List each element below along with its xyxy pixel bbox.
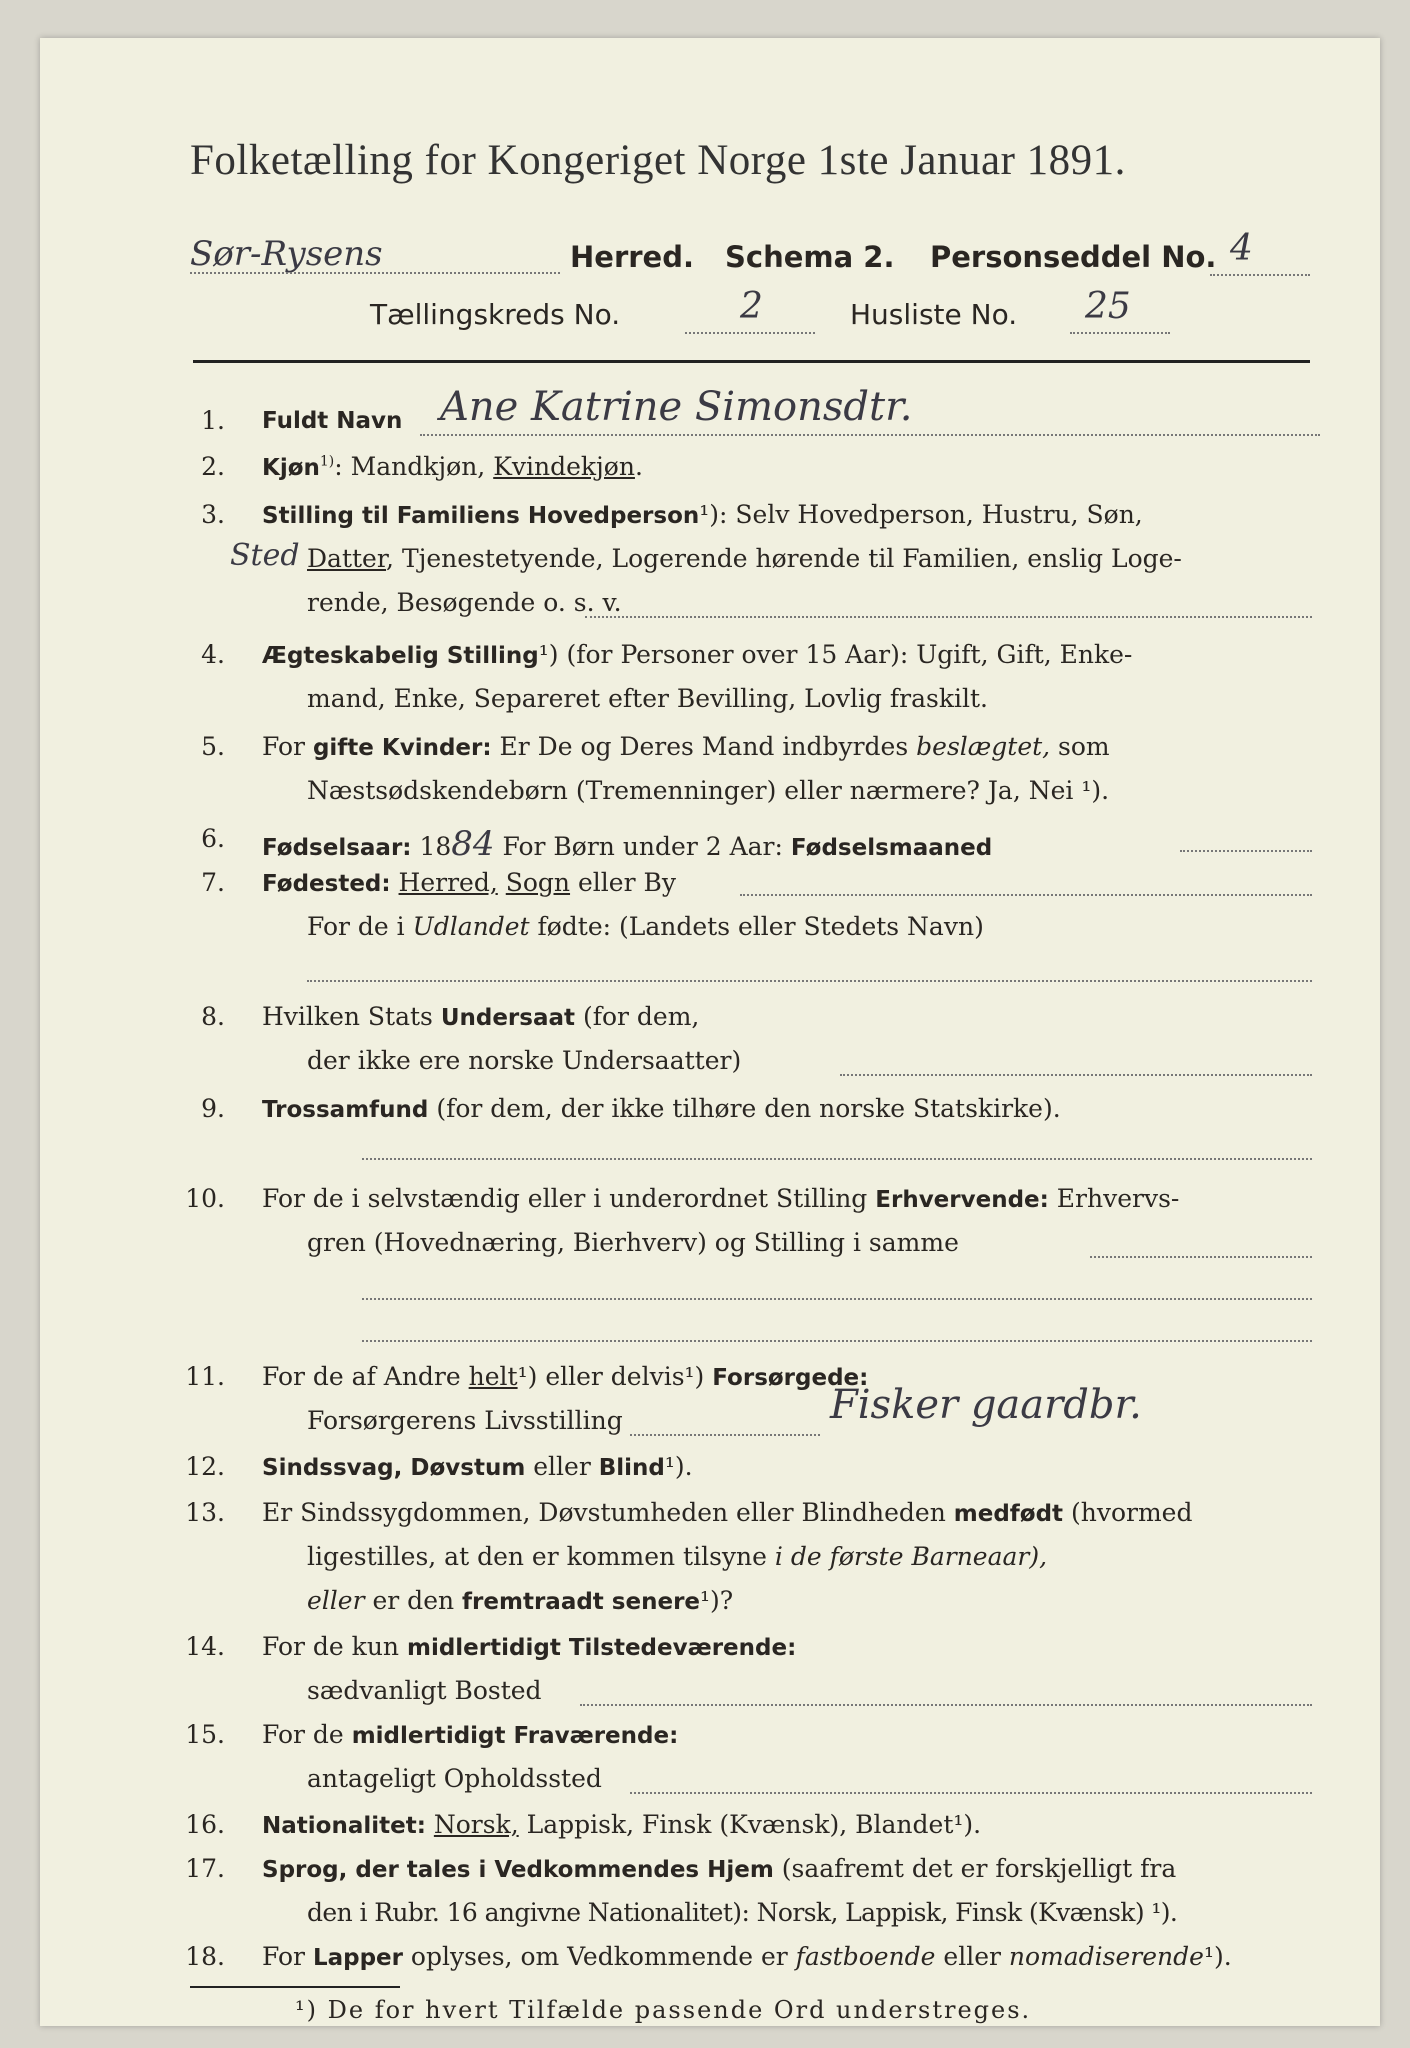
citizenship-pre: Hvilken Stats (262, 1002, 441, 1031)
birthplace-leader (740, 894, 1312, 896)
congenital-text1b: (hvormed (1063, 1498, 1193, 1527)
marital-row1 (262, 640, 1132, 669)
married-women-label: gifte Kvinder: (312, 735, 492, 761)
temp-present-row1 (262, 1632, 796, 1661)
sex-label: Kjøn (262, 455, 320, 481)
language-row2: den i Rubr. 16 angivne Nationalitet): Norsk, Lappisk, Finsk (Kvænsk) ¹). (307, 1898, 1178, 1927)
nationality-text: Lappisk, Finsk (Kvænsk), Blandet¹). (518, 1810, 982, 1839)
sex-option-male: : Mandkjøn, (334, 452, 494, 481)
language-label: Sprog, der tales i Vedkommendes Hjem (262, 1857, 774, 1883)
birthplace-abroad-pre: For de i (307, 912, 413, 941)
temp-absent-label: midlertidigt Fraværende: (351, 1723, 679, 1749)
nationality-label: Nationalitet: (262, 1813, 426, 1839)
temp-present-pre: For de kun (262, 1632, 407, 1661)
dependent-leader (630, 1434, 820, 1436)
personseddel-leader (1210, 274, 1310, 276)
personseddel-label: Personseddel No. (930, 240, 1217, 274)
dependent-mid: ¹) eller delvis¹) (517, 1362, 713, 1391)
item-number: 14. (185, 1632, 225, 1661)
birth-month-leader (1180, 850, 1312, 852)
family-position-daughter: Datter (307, 544, 387, 573)
birthplace-herred: Herred, (398, 868, 498, 897)
congenital-label: medfødt (953, 1501, 1064, 1527)
herred-value: Sør-Rysens (190, 234, 383, 274)
congenital-text2a: ligestilles, at den er kommen tilsyne (307, 1542, 775, 1571)
footnote-ref: 1) (319, 453, 335, 470)
item-number: 17. (185, 1854, 225, 1883)
sex-end: . (634, 452, 643, 481)
later-onset-label: fremtraadt senere (462, 1589, 701, 1615)
item-number: 5. (201, 732, 225, 761)
footnote: ¹) De for hvert Tilfælde passende Ord understreges. (295, 1996, 1032, 2024)
dependent-row2: Forsørgerens Livsstilling (307, 1406, 623, 1435)
married-women-text1b: som (1050, 732, 1110, 761)
nationality-row (262, 1810, 981, 1839)
birthplace-row2 (307, 912, 984, 941)
sex-row (262, 452, 643, 481)
occupation-leader1 (1090, 1256, 1312, 1258)
family-position-hand: Sted (230, 538, 300, 573)
item-number: 16. (185, 1810, 225, 1839)
birthplace-abroad-leader (307, 980, 1312, 982)
language-text1: (saafremt det er forskjelligt fra (773, 1854, 1177, 1883)
temp-present-row2: sædvanligt Bosted (307, 1676, 542, 1705)
married-women-text1: Er De og Deres Mand indbyrdes (491, 732, 917, 761)
dependent-fully: helt (468, 1362, 518, 1391)
blind-label: Blind (598, 1455, 665, 1481)
sami-mid: eller (935, 1942, 1009, 1971)
item-number: 6. (201, 824, 225, 853)
full-name-label: Fuldt Navn (262, 408, 403, 434)
item-number: 8. (201, 1002, 225, 1031)
footnote-rule (190, 1986, 400, 1988)
married-women-row2: Næstsødskendebørn (Tremenninger) eller nærmere? Ja, Nei ¹). (307, 776, 1110, 805)
congenital-row2 (307, 1542, 1047, 1571)
husliste-leader (1070, 332, 1170, 334)
item-number: 10. (185, 1184, 225, 1213)
item-number: 2. (201, 452, 225, 481)
citizenship-row2: der ikke ere norske Undersaatter) (307, 1046, 742, 1075)
religion-row (262, 1094, 1061, 1123)
congenital-text3a: er den (364, 1586, 463, 1615)
family-position-text2: , Tjenestetyende, Logerende hørende til Familien, enslig Loge- (386, 544, 1182, 573)
temp-present-leader (580, 1704, 1312, 1706)
sami-text: oplyses, om Vedkommende er (402, 1942, 796, 1971)
kreds-leader (685, 332, 815, 334)
sami-end: ¹). (1203, 1942, 1232, 1971)
family-position-label: Stilling til Familiens Hovedperson (262, 503, 700, 529)
herred-leader (190, 272, 560, 274)
full-name-value[interactable]: Ane Katrine Simonsdtr. (440, 384, 913, 430)
personseddel-value: 4 (1230, 228, 1253, 269)
temp-absent-leader (630, 1792, 1312, 1794)
herred-label: Herred. (570, 240, 694, 274)
item-number: 1. (201, 406, 225, 435)
sami-row (262, 1942, 1232, 1971)
husliste-value: 25 (1085, 286, 1131, 327)
dependent-pre: For de af Andre (262, 1362, 469, 1391)
family-position-row1 (262, 500, 1143, 529)
congenital-text2it: i de første Barneaar), (774, 1542, 1048, 1571)
provider-occupation-value[interactable]: Fisker gaardbr. (830, 1382, 1142, 1428)
temp-absent-row1 (262, 1720, 678, 1749)
dependent-row1 (262, 1362, 868, 1391)
birth-year-value[interactable]: 84 (451, 824, 495, 864)
congenital-text3b: ¹)? (700, 1586, 734, 1615)
item-number: 3. (201, 500, 225, 529)
family-position-leader (585, 616, 1312, 618)
language-row1 (262, 1854, 1176, 1883)
sami-pre: For (262, 1942, 313, 1971)
sami-settled: fastboende (795, 1942, 936, 1971)
dependent-label: Forsørgede: (712, 1365, 869, 1391)
item-number: 18. (185, 1942, 225, 1971)
religion-leader (362, 1158, 1312, 1160)
occupation-row1 (262, 1184, 1179, 1213)
birth-year-label: Fødselsaar: (262, 835, 412, 861)
birthplace-label: Fødested: (262, 871, 391, 897)
disability-row (262, 1452, 693, 1481)
occupation-leader3 (362, 1340, 1312, 1342)
temp-present-label: midlertidigt Tilstedeværende: (406, 1635, 797, 1661)
sami-label: Lapper (312, 1945, 403, 1971)
temp-absent-pre: For de (262, 1720, 352, 1749)
family-position-row2 (307, 544, 1182, 573)
full-name-leader (420, 434, 1320, 436)
item-number: 15. (185, 1720, 225, 1749)
married-women-row1 (262, 732, 1110, 761)
birth-month-label: Fødselsmaaned (790, 835, 993, 861)
marital-label: Ægteskabelig Stilling (262, 643, 539, 669)
congenital-row3 (307, 1586, 733, 1615)
citizenship-leader (840, 1074, 1312, 1076)
item-number: 7. (201, 868, 225, 897)
birth-year-prefix: 18 (411, 832, 452, 861)
sami-nomadic: nomadiserende (1008, 1942, 1204, 1971)
birthplace-sogn: Sogn (505, 868, 571, 897)
disability-end: ¹). (664, 1452, 693, 1481)
citizenship-text1: (for dem, (575, 1002, 700, 1031)
birthplace-abroad-text: fødte: (Landets eller Stedets Navn) (529, 912, 984, 941)
religion-text: (for dem, der ikke tilhøre den norske Statskirke). (428, 1094, 1061, 1123)
occupation-row2: gren (Hovednæring, Bierhverv) og Stilling i samme (307, 1228, 959, 1257)
item-number: 11. (185, 1362, 225, 1391)
disability-label: Sindssvag, Døvstum (262, 1455, 526, 1481)
disability-text: eller (525, 1452, 599, 1481)
citizenship-label: Undersaat (440, 1005, 575, 1031)
census-form (40, 38, 1380, 2026)
kreds-value: 2 (740, 286, 763, 327)
birthplace-row1 (262, 868, 676, 897)
occupation-leader2 (362, 1298, 1312, 1300)
husliste-label: Husliste No. (850, 298, 1018, 331)
schema-label: Schema 2. (725, 240, 895, 274)
congenital-row1 (262, 1498, 1192, 1527)
sex-option-female: Kvindekjøn (493, 452, 635, 481)
top-rule (193, 360, 1310, 363)
kreds-label: Tællingskreds No. (370, 298, 621, 331)
item-number: 4. (201, 640, 225, 669)
married-women-related: beslægtet, (916, 732, 1051, 761)
marital-text1: ¹) (for Personer over 15 Aar): Ugift, Gift, Enke- (538, 640, 1133, 669)
congenital-text1a: Er Sindssygdommen, Døvstumheden eller Blindheden (262, 1498, 954, 1527)
birth-year-text: For Børn under 2 Aar: (494, 832, 791, 861)
item-number: 12. (185, 1452, 225, 1481)
family-position-text1: ¹): Selv Hovedperson, Hustru, Søn, (699, 500, 1143, 529)
item-number: 9. (201, 1094, 225, 1123)
birthplace-text: eller By (570, 868, 676, 897)
birth-year-row (262, 824, 992, 864)
temp-absent-row2: antageligt Opholdssted (307, 1764, 602, 1793)
form-title: Folketælling for Kongeriget Norge 1ste Januar 1891. (190, 137, 1126, 184)
occupation-label: Erhvervende: (875, 1187, 1049, 1213)
marital-row2: mand, Enke, Separeret efter Bevilling, Lovlig fraskilt. (307, 684, 988, 713)
occupation-text1b: Erhvervs- (1048, 1184, 1180, 1213)
birthplace-abroad: Udlandet (412, 912, 530, 941)
married-women-pre: For (262, 732, 313, 761)
nationality-norsk: Norsk, (433, 1810, 519, 1839)
citizenship-row1 (262, 1002, 699, 1031)
family-position-row3: rende, Besøgende o. s. v. (307, 588, 622, 617)
congenital-or: eller (307, 1586, 365, 1615)
item-number: 13. (185, 1498, 225, 1527)
religion-label: Trossamfund (262, 1097, 429, 1123)
occupation-pre: For de i selvstændig eller i underordnet Stilling (262, 1184, 876, 1213)
